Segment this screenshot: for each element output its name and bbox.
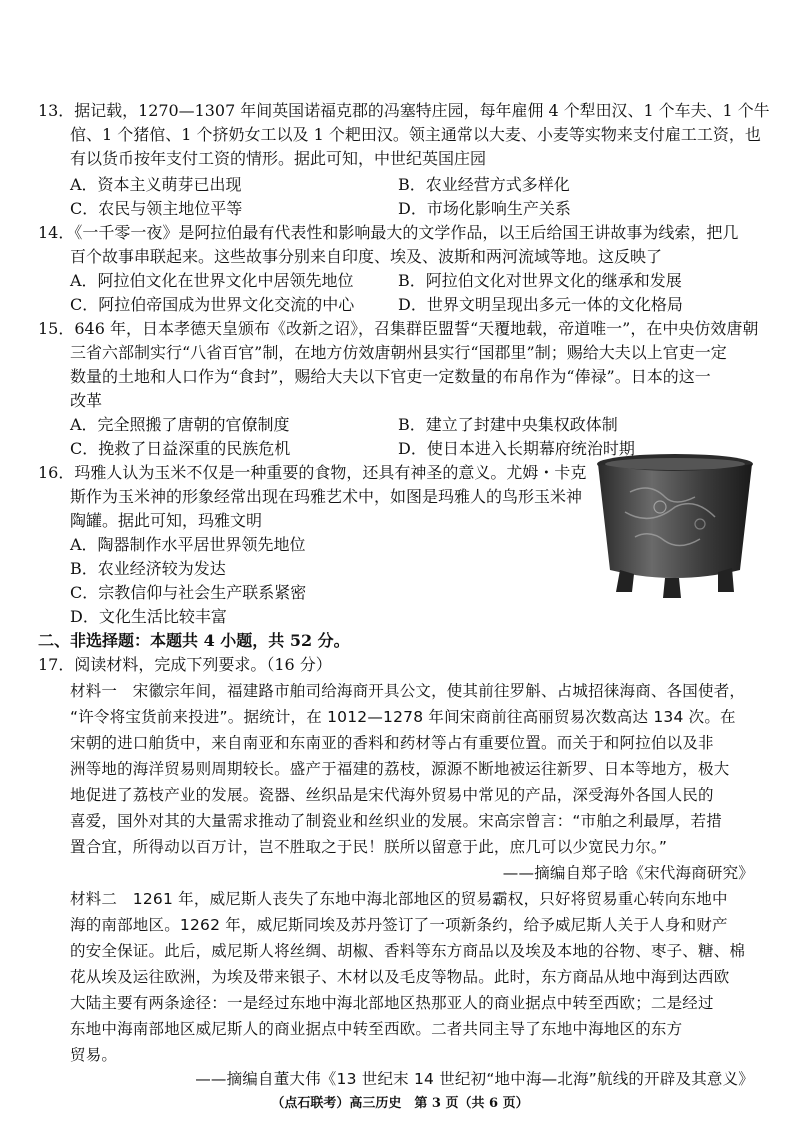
q15-option-c: C．挽救了日益深重的民族危机	[70, 439, 291, 458]
q13-option-a: A．资本主义萌芽已出现	[70, 175, 242, 194]
q13-option-b: B．农业经营方式多样化	[398, 175, 570, 194]
q16-option-c: C．宗教信仰与社会生产联系紧密	[70, 583, 307, 602]
q17-stem: 17．阅读材料，完成下列要求。（16 分）	[38, 655, 332, 674]
q14-option-d: D．世界文明呈现出多元一体的文化格局	[398, 295, 683, 314]
q13-line-3: 有以货币按年支付工资的情形。据此可知，中世纪英国庄园	[70, 149, 487, 168]
q17-material2-line-4: 花从埃及运往欧洲，为埃及带来银子、木材以及毛皮等物品。此时，东方商品从地中海到达西欧	[70, 968, 730, 986]
q15-option-d: D．使日本进入长期幕府统治时期	[398, 439, 635, 458]
q16-option-a: A．陶器制作水平居世界领先地位	[70, 535, 306, 554]
q14-line-2: 百个故事串联起来。这些故事分别来自印度、埃及、波斯和两河流域等地。这反映了	[70, 247, 663, 266]
q16-option-d: D．文化生活比较丰富	[70, 607, 227, 626]
q17-material2-line-1: 材料二 1261 年，威尼斯人丧失了东地中海北部地区的贸易霸权，只好将贸易重心转向东地中	[70, 890, 728, 908]
section-2-heading: 二、非选择题：本题共 4 小题，共 52 分。	[38, 631, 350, 650]
page-footer: （点石联考）高三历史 第 3 页（共 6 页）	[271, 1096, 529, 1111]
q17-material1-line-4: 洲等地的海洋贸易则周期较长。盛产于福建的荔枝，源源不断地被运往新罗、日本等地方，极大	[70, 760, 730, 778]
q15-line-3: 数量的土地和人口作为“食封”，赐给大夫以下官吏一定数量的布帛作为“俸禄”。日本的这一	[70, 367, 711, 386]
q16-line-3: 陶罐。据此可知，玛雅文明	[70, 511, 263, 530]
q15-line-2: 三省六部制实行“八省百官”制，在地方仿效唐朝州县实行“国郡里”制；赐给大夫以上官吏一定	[70, 343, 727, 362]
q13-line-2: 倌、1 个猪倌、1 个挤奶女工以及 1 个耙田汉。领主通常以大麦、小麦等实物来支付雇工工资，也	[70, 125, 761, 144]
q17-material2-line-5: 大陆主要有两条途径：一是经过东地中海北部地区热那亚人的商业据点中转至西欧；二是经过	[70, 994, 714, 1012]
q13-option-d: D．市场化影响生产关系	[398, 199, 571, 218]
q17-material2-line-3: 的安全保证。此后，威尼斯人将丝绸、胡椒、香料等东方商品以及埃及本地的谷物、枣子、糖、棉	[70, 942, 746, 960]
q16-line-2: 斯作为玉米神的形象经常出现在玛雅艺术中，如图是玛雅人的鸟形玉米神	[70, 487, 583, 506]
q17-material1-line-5: 地促进了荔枝产业的发展。瓷器、丝织品是宋代海外贸易中常见的产品，深受海外各国人民的	[70, 786, 714, 804]
q13-option-c: C．农民与领主地位平等	[70, 199, 243, 218]
q17-material1-line-1: 材料一 宋徽宗年间，福建路市舶司给海商开具公文，使其前往罗斛、占城招徕海商、各国使者，	[70, 682, 746, 700]
q15-option-b: B．建立了封建中央集权政体制	[398, 415, 618, 434]
q15-line-4: 改革	[70, 391, 103, 410]
q14-option-b: B．阿拉伯文化对世界文化的继承和发展	[398, 271, 682, 290]
q15-line-1: 15．646 年，日本孝德天皇颁布《改新之诏》，召集群臣盟誓“天覆地载，帝道唯一”，在中央仿效唐朝	[38, 319, 759, 338]
q17-material2-line-7: 贸易。	[70, 1046, 118, 1064]
q15-option-a: A．完全照搬了唐朝的官僚制度	[70, 415, 290, 434]
mayan-corn-god-vase-icon	[590, 452, 760, 602]
q17-material1-line-6: 喜爱，国外对其的大量需求推动了制瓷业和丝织业的发展。宋高宗曾言：“市舶之利最厚，若措	[70, 812, 722, 830]
q17-material1-line-7: 置合宜，所得动以百万计，岂不胜取之于民！朕所以留意于此，庶几可以少宽民力尔。”	[70, 838, 668, 856]
q17-material1-line-2: “许令将宝货前来投进”。据统计，在 1012—1278 年间宋商前往高丽贸易次数高达 134 次。在	[70, 708, 736, 726]
q16-option-b: B．农业经济较为发达	[70, 559, 226, 578]
q14-option-a: A．阿拉伯文化在世界文化中居领先地位	[70, 271, 354, 290]
q17-material1-line-3: 宋朝的进口舶货中，来自南亚和东南亚的香料和药材等占有重要位置。而关于和阿拉伯以及非	[70, 734, 714, 752]
q17-source-2: ——摘编自董大伟《13 世纪末 14 世纪初“地中海—北海”航线的开辟及其意义》	[195, 1070, 754, 1088]
q17-source-1: ——摘编自郑子晗《宋代海商研究》	[502, 864, 754, 882]
q16-line-1: 16．玛雅人认为玉米不仅是一种重要的食物，还具有神圣的意义。尤姆・卡克	[38, 463, 587, 482]
q14-option-c: C．阿拉伯帝国成为世界文化交流的中心	[70, 295, 355, 314]
q14-line-1: 14．《一千零一夜》是阿拉伯最有代表性和影响最大的文学作品，以王后给国王讲故事为线索，把几	[38, 223, 739, 242]
q17-material2-line-2: 海的南部地区。1262 年，威尼斯同埃及苏丹签订了一项新条约，给予威尼斯人关于人身和财产	[70, 916, 728, 934]
q17-material2-line-6: 东地中海南部地区威尼斯人的商业据点中转至西欧。二者共同主导了东地中海地区的东方	[70, 1020, 683, 1038]
q13-line-1: 13．据记载，1270—1307 年间英国诺福克郡的冯塞特庄园，每年雇佣 4 个犁田汉、1 个车夫、1 个牛	[38, 101, 770, 120]
